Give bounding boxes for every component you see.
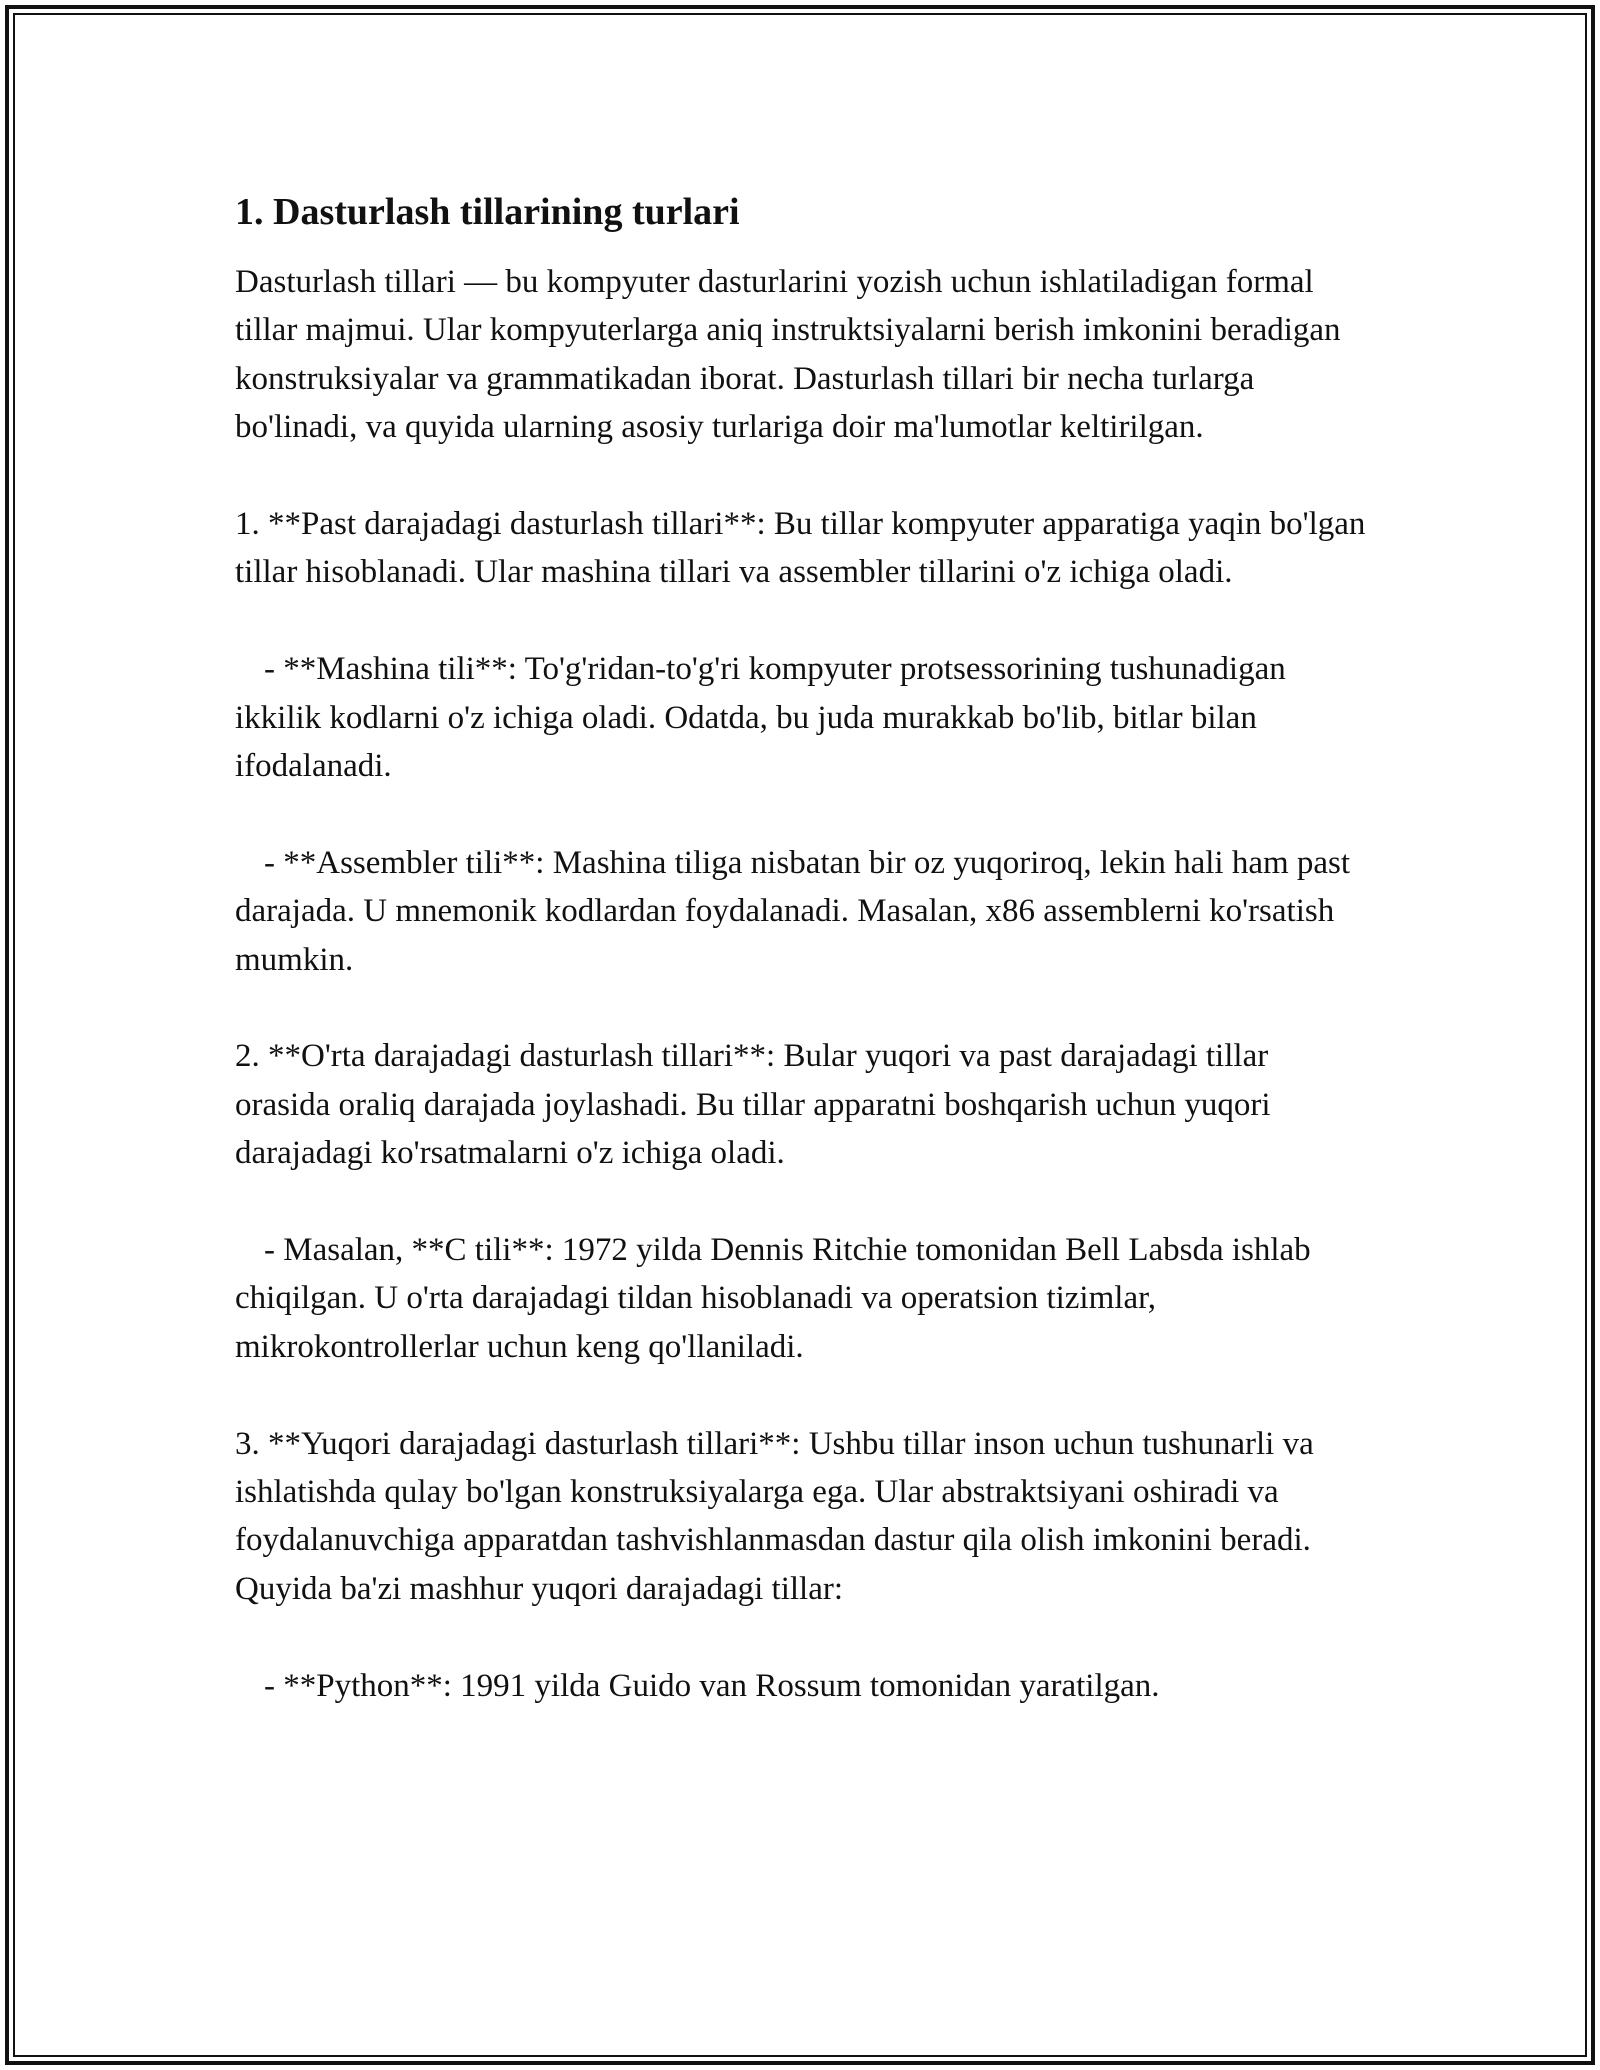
list-item-low-level — [235, 500, 1370, 597]
paragraph-text: 2. **O'rta darajadagi dasturlash tillari**: Bular yuqori va past darajadagi tillar orasida oraliq darajada joylashadi. Bu tillar apparatni boshqarish uchun yuqori darajadagi ko'rsatmalarni o'z ichiga oladi. — [235, 1038, 1271, 1172]
list-item-mid-level — [235, 1032, 1370, 1177]
sub-item-assembler — [235, 839, 1370, 984]
document-body — [235, 188, 1370, 1758]
sub-item-c-language — [235, 1226, 1370, 1371]
section-heading: 1. Dasturlash tillarining turlari — [235, 191, 740, 233]
paragraph-text: - **Mashina tili**: To'g'ridan-to'g'ri kompyuter protsessorining tushunadigan ikkilik kodlarni o'z ichiga oladi. Odatda, bu juda murakkab bo'lib, bitlar bilan ifodalanadi. — [235, 651, 1286, 785]
paragraph-text: 3. **Yuqori darajadagi dasturlash tillari**: Ushbu tillar inson uchun tushunarli va ishlatishda qulay bo'lgan konstruksiyalarga ega. Ular abstraktsiyani oshiradi va foydalanuvchiga apparatdan tashvishlanmasdan dastur qila olish imkonini beradi. Quyida ba'zi mashhur yuqori darajadagi tillar: — [235, 1425, 1314, 1607]
intro-paragraph — [235, 258, 1370, 452]
sub-item-python — [235, 1662, 1370, 1710]
paragraph-text: - **Assembler tili**: Mashina tiliga nisbatan bir oz yuqoriroq, lekin hali ham past darajada. U mnemonik kodlardan foydalanadi. Masalan, x86 assemblerni ko'rsatish mumkin. — [235, 844, 1351, 978]
paragraph-text: - Masalan, **C tili**: 1972 yilda Dennis Ritchie tomonidan Bell Labsda ishlab chiqilgan. U o'rta darajadagi tildan hisoblanadi va operatsion tizimlar, mikrokontrollerlar uchun keng qo'llaniladi. — [235, 1232, 1311, 1365]
paragraph-text: Dasturlash tillari — bu kompyuter dasturlarini yozish uchun ishlatiladigan formal tillar majmui. Ular kompyuterlarga aniq instruktsiyalarni berish imkonini beradigan konstruksiyalar va grammatikadan iborat. Dasturlash tillari bir necha turlarga bo'linadi, va quyida ularning asosiy turlariga doir ma'lumotlar keltirilgan. — [235, 264, 1341, 446]
list-item-high-level — [235, 1420, 1370, 1614]
paragraph-text: 1. **Past darajadagi dasturlash tillari**: Bu tillar kompyuter apparatiga yaqin bo'lgan tillar hisoblanadi. Ular mashina tillari va assembler tillarini o'z ichiga oladi. — [235, 506, 1366, 591]
sub-item-machine-language — [235, 645, 1370, 790]
paragraph-text: - **Python**: 1991 yilda Guido van Rossum tomonidan yaratilgan. — [264, 1667, 1160, 1704]
